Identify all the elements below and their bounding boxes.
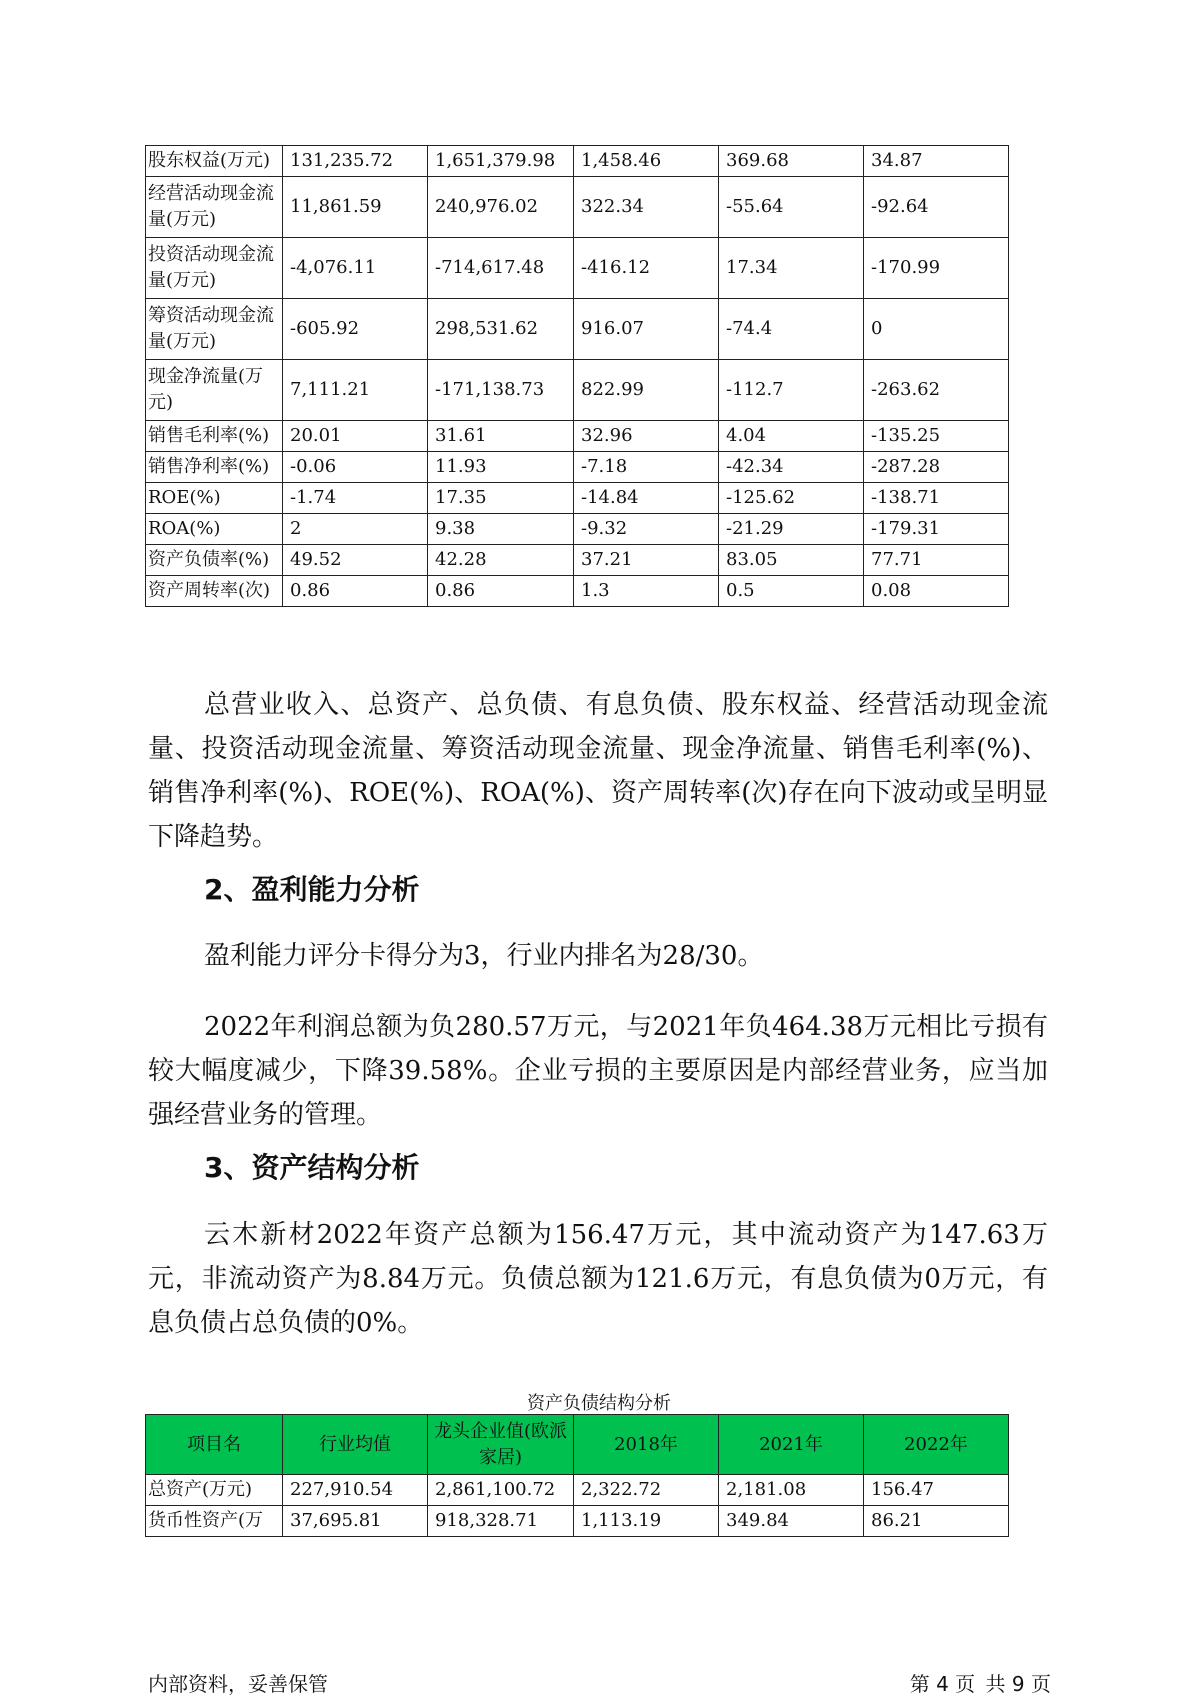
table-cell: 369.68 [719,146,864,177]
row-label: 资产周转率(次) [146,576,283,607]
table-cell: -21.29 [719,514,864,545]
table-cell: 4.04 [719,421,864,452]
table-cell: 1,651,379.98 [428,146,574,177]
row-label: 货币性资产(万 [146,1506,283,1537]
table-cell: 227,910.54 [283,1475,428,1506]
table-row [146,514,1009,545]
table-cell: 2 [283,514,428,545]
table-cell: -1.74 [283,483,428,514]
table-cell: 11,861.59 [283,177,428,238]
table-row [146,360,1009,421]
column-header: 2018年 [574,1415,719,1475]
row-label: ROE(%) [146,483,283,514]
row-label: 股东权益(万元) [146,146,283,177]
row-label: 投资活动现金流量(万元) [146,238,283,299]
table-cell: 83.05 [719,545,864,576]
table-cell: 1.3 [574,576,719,607]
table-cell: -179.31 [864,514,1009,545]
table-caption: 资产负债结构分析 [527,1393,671,1414]
table-cell: -605.92 [283,299,428,360]
column-header: 项目名 [146,1415,283,1475]
table-row [146,177,1009,238]
table-row [146,238,1009,299]
table-cell: 0.86 [283,576,428,607]
table-cell: 17.35 [428,483,574,514]
table-cell: -714,617.48 [428,238,574,299]
table-cell: 17.34 [719,238,864,299]
balance-structure-table [145,1414,1009,1537]
table-cell: -92.64 [864,177,1009,238]
table-cell: 20.01 [283,421,428,452]
row-label: 销售净利率(%) [146,452,283,483]
row-label: 经营活动现金流量(万元) [146,177,283,238]
table-cell: -170.99 [864,238,1009,299]
table-cell: -263.62 [864,360,1009,421]
table-cell: 31.61 [428,421,574,452]
table-cell: 86.21 [864,1506,1009,1537]
trend-paragraph: 总营业收入、总资产、总负债、有息负债、股东权益、经营活动现金流量、投资活动现金流量、筹资活动现金流量、现金净流量、销售毛利率(%)、销售净利率(%)、ROE(%)、ROA(%)、资产周转率(次)存在向下波动或呈明显下降趋势。 [148,690,1048,852]
table-row [146,421,1009,452]
table-cell: -0.06 [283,452,428,483]
table-cell: 298,531.62 [428,299,574,360]
table-cell: 1,113.19 [574,1506,719,1537]
table-cell: 37,695.81 [283,1506,428,1537]
table-row [146,452,1009,483]
table-cell: -14.84 [574,483,719,514]
table-row [146,483,1009,514]
column-header: 2021年 [719,1415,864,1475]
table-cell: 11.93 [428,452,574,483]
table-cell: 77.71 [864,545,1009,576]
table-cell: -112.7 [719,360,864,421]
table-cell: -42.34 [719,452,864,483]
table-cell: -74.4 [719,299,864,360]
table-row [146,576,1009,607]
table-cell: -135.25 [864,421,1009,452]
table-header-row [146,1415,1009,1475]
page-label: 第 4 页 [909,1672,976,1696]
table-cell: -138.71 [864,483,1009,514]
table-cell: 240,976.02 [428,177,574,238]
table-cell: 1,458.46 [574,146,719,177]
table-cell: 34.87 [864,146,1009,177]
table-cell: 131,235.72 [283,146,428,177]
table-row [146,1475,1009,1506]
table-cell: 32.96 [574,421,719,452]
footer-page-number [910,1668,1055,1697]
table-cell: 2,181.08 [719,1475,864,1506]
footer-confidential: 内部资料，妥善保管 [148,1672,328,1696]
table-cell: -9.32 [574,514,719,545]
table-row [146,299,1009,360]
row-label: 总资产(万元) [146,1475,283,1506]
table-cell: 349.84 [719,1506,864,1537]
table-cell: 0 [864,299,1009,360]
table-cell: -4,076.11 [283,238,428,299]
table-row [146,1506,1009,1537]
total-pages-label: 共 9 页 [985,1672,1051,1696]
table-cell: 2,322.72 [574,1475,719,1506]
table-cell: 916.07 [574,299,719,360]
table-cell: 2,861,100.72 [428,1475,574,1506]
financial-indicators-table [145,145,1009,607]
table-cell: -416.12 [574,238,719,299]
column-header: 龙头企业值(欧派家居) [428,1415,574,1475]
table-cell: 37.21 [574,545,719,576]
table-cell: 49.52 [283,545,428,576]
table-cell: 918,328.71 [428,1506,574,1537]
table-cell: 0.08 [864,576,1009,607]
table-cell: 9.38 [428,514,574,545]
table-cell: 0.5 [719,576,864,607]
column-header: 2022年 [864,1415,1009,1475]
table-cell: -171,138.73 [428,360,574,421]
row-label: 筹资活动现金流量(万元) [146,299,283,360]
table-row [146,146,1009,177]
table-cell: 822.99 [574,360,719,421]
table-cell: 42.28 [428,545,574,576]
asset-detail-paragraph: 云木新材2022年资产总额为156.47万元，其中流动资产为147.63万元，非流动资产为8.84万元。负债总额为121.6万元，有息负债为0万元，有息负债占总负债的0%。 [148,1220,1048,1338]
table-cell: -7.18 [574,452,719,483]
column-header: 行业均值 [283,1415,428,1475]
table-cell: 156.47 [864,1475,1009,1506]
table-row [146,545,1009,576]
table-cell: -55.64 [719,177,864,238]
table-cell: -287.28 [864,452,1009,483]
profit-score-paragraph: 盈利能力评分卡得分为3，行业内排名为28/30。 [204,941,764,971]
row-label: 资产负债率(%) [146,545,283,576]
row-label: 现金净流量(万元) [146,360,283,421]
profit-heading: 2、盈利能力分析 [204,873,420,906]
table-cell: -125.62 [719,483,864,514]
asset-heading: 3、资产结构分析 [204,1151,420,1184]
row-label: ROA(%) [146,514,283,545]
row-label: 销售毛利率(%) [146,421,283,452]
table-cell: 322.34 [574,177,719,238]
profit-detail-paragraph: 2022年利润总额为负280.57万元，与2021年负464.38万元相比亏损有较大幅度减少，下降39.58%。企业亏损的主要原因是内部经营业务，应当加强经营业务的管理。 [148,1012,1048,1130]
table-cell: 0.86 [428,576,574,607]
table-cell: 7,111.21 [283,360,428,421]
